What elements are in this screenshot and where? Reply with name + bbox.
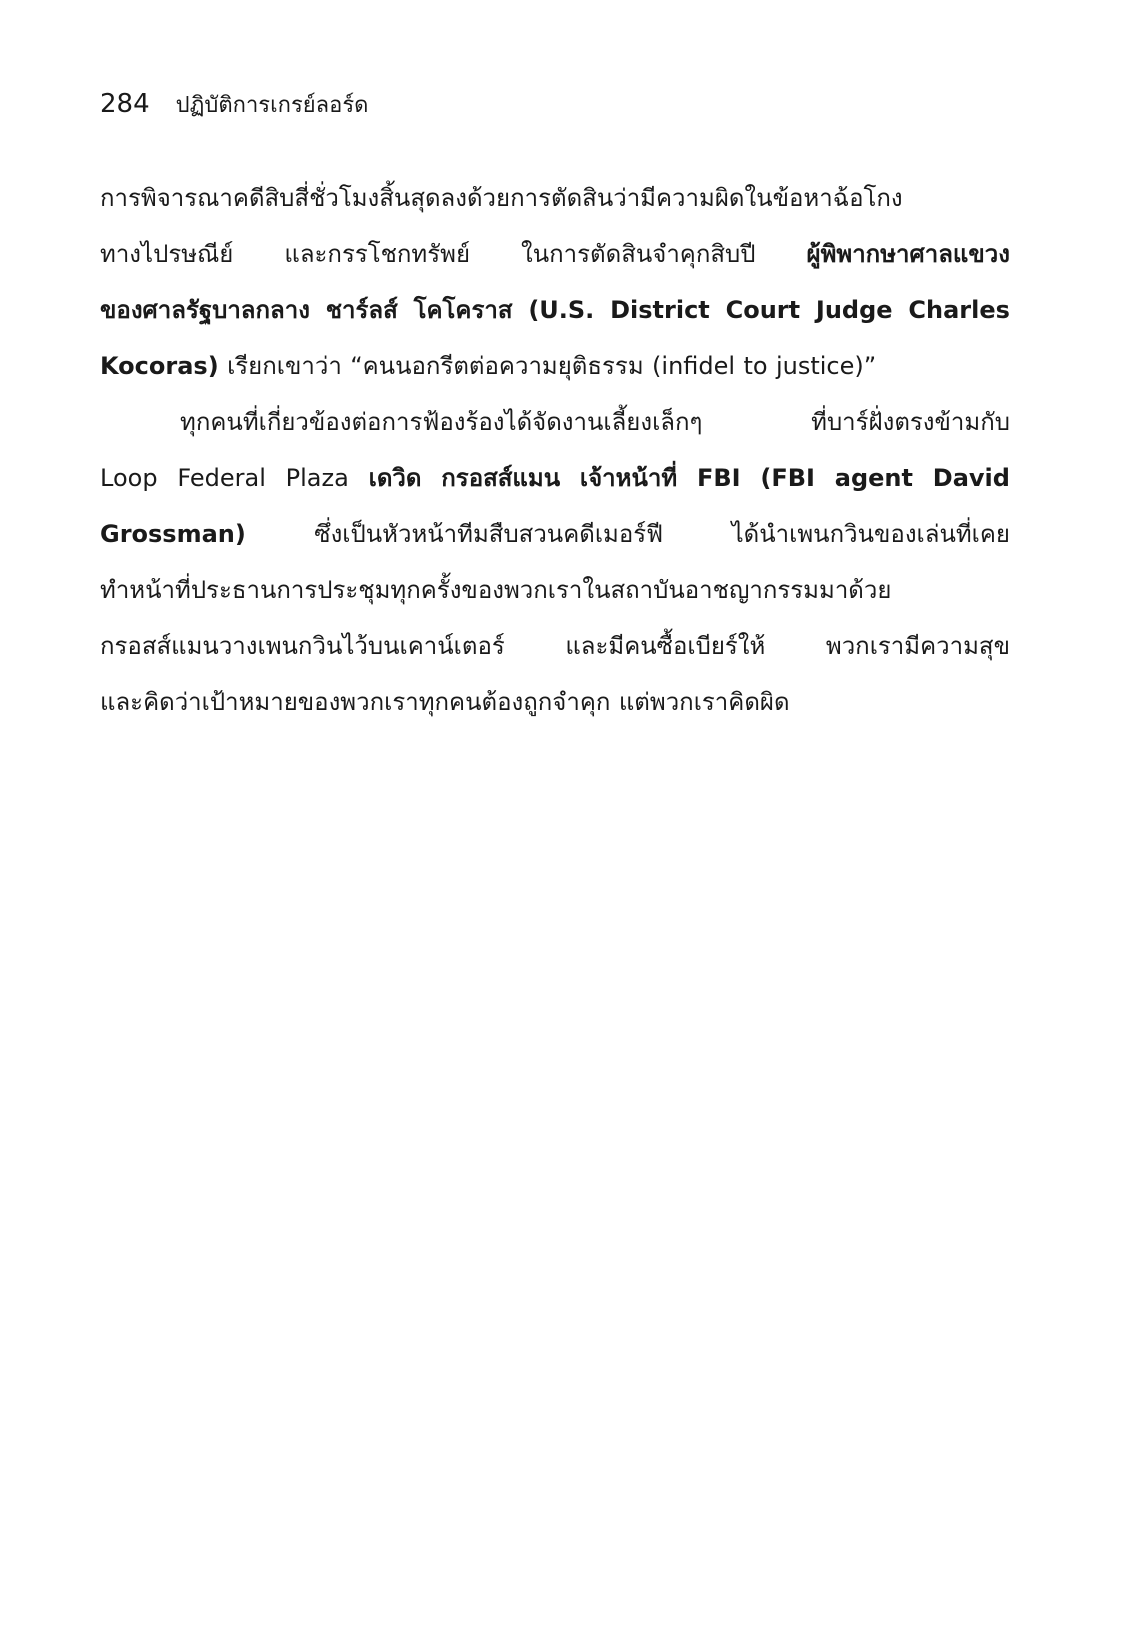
bold-text-segment: FBI bbox=[696, 464, 741, 492]
text-line bbox=[100, 450, 1010, 506]
bold-text-segment: กรอสส์แมน bbox=[441, 464, 561, 492]
bold-text-segment: David bbox=[932, 464, 1010, 492]
text-line bbox=[100, 170, 1010, 226]
text-line bbox=[100, 674, 1010, 730]
bold-text-segment: Kocoras) bbox=[100, 352, 219, 380]
bold-text-segment: ผู้พิพากษาศาลแขวง bbox=[806, 240, 1010, 268]
text-segment: ซึ่งเป็นหัวหน้าทีมสืบสวนคดีเมอร์ฟี bbox=[314, 520, 664, 548]
text-segment: และกรรโชกทรัพย์ bbox=[284, 240, 471, 268]
bold-text-segment: District bbox=[610, 296, 710, 324]
bold-text-segment: (FBI bbox=[760, 464, 815, 492]
bold-text-segment: ของศาลรัฐบาลกลาง bbox=[100, 296, 310, 324]
text-segment: ทางไปรษณีย์ bbox=[100, 240, 234, 268]
running-title: ปฏิบัติการเกรย์ลอร์ด bbox=[175, 93, 369, 118]
text-line bbox=[100, 338, 1010, 394]
bold-text-segment: โคโคราส bbox=[413, 296, 513, 324]
text-line bbox=[100, 618, 1010, 674]
text-segment: แต่พวกเราคิดผิด bbox=[618, 688, 790, 716]
body-text bbox=[100, 170, 1010, 730]
text-segment: การพิจารณาคดีสิบสี่ชั่วโมงสิ้นสุดลงด้วยการตัดสินว่ามีความผิดในข้อหาฉ้อโกง bbox=[100, 184, 903, 212]
bold-text-segment: เดวิด bbox=[368, 464, 422, 492]
text-segment: Loop bbox=[100, 464, 158, 492]
text-segment: Plaza bbox=[285, 464, 349, 492]
text-segment: ได้นำเพนกวินของเล่นที่เคย bbox=[731, 520, 1010, 548]
text-line bbox=[100, 394, 1010, 450]
text-line bbox=[100, 226, 1010, 282]
text-segment: พวกเรามีความสุข bbox=[825, 632, 1010, 660]
page-number: 284 bbox=[100, 89, 150, 119]
text-segment: และมีคนซื้อเบียร์ให้ bbox=[565, 632, 766, 660]
text-segment: ทำหน้าที่ประธานการประชุมทุกครั้งของพวกเราในสถาบันอาชญากรรมมาด้วย bbox=[100, 576, 892, 604]
paragraph bbox=[100, 394, 1010, 730]
text-segment: และคิดว่าเป้าหมายของพวกเราทุกคนต้องถูกจำคุก bbox=[100, 688, 611, 716]
text-segment: (infidel bbox=[652, 352, 736, 380]
text-line bbox=[100, 562, 1010, 618]
running-header bbox=[100, 84, 368, 124]
text-segment: ทุกคนที่เกี่ยวข้องต่อการฟ้องร้องได้จัดงานเลี้ยงเล็กๆ bbox=[180, 408, 703, 436]
bold-text-segment: Grossman) bbox=[100, 520, 246, 548]
bold-text-segment: Judge bbox=[815, 296, 893, 324]
text-segment: ในการตัดสินจำคุกสิบปี bbox=[521, 240, 756, 268]
text-segment: justice)” bbox=[775, 352, 877, 380]
text-segment: “คนนอกรีตต่อความยุติธรรม bbox=[350, 352, 644, 380]
text-segment: Federal bbox=[177, 464, 266, 492]
bold-text-segment: Charles bbox=[908, 296, 1010, 324]
text-segment: ที่บาร์ฝั่งตรงข้ามกับ bbox=[811, 408, 1010, 436]
text-segment: กรอสส์แมนวางเพนกวินไว้บนเคาน์เตอร์ bbox=[100, 632, 505, 660]
bold-text-segment: agent bbox=[834, 464, 913, 492]
bold-text-segment: เจ้าหน้าที่ bbox=[579, 464, 678, 492]
bold-text-segment: (U.S. bbox=[528, 296, 595, 324]
text-line bbox=[100, 506, 1010, 562]
bold-text-segment: ชาร์ลส์ bbox=[325, 296, 398, 324]
text-segment: to bbox=[743, 352, 768, 380]
text-line bbox=[100, 282, 1010, 338]
bold-text-segment: Court bbox=[725, 296, 801, 324]
text-segment: เรียกเขาว่า bbox=[227, 352, 342, 380]
paragraph bbox=[100, 170, 1010, 394]
